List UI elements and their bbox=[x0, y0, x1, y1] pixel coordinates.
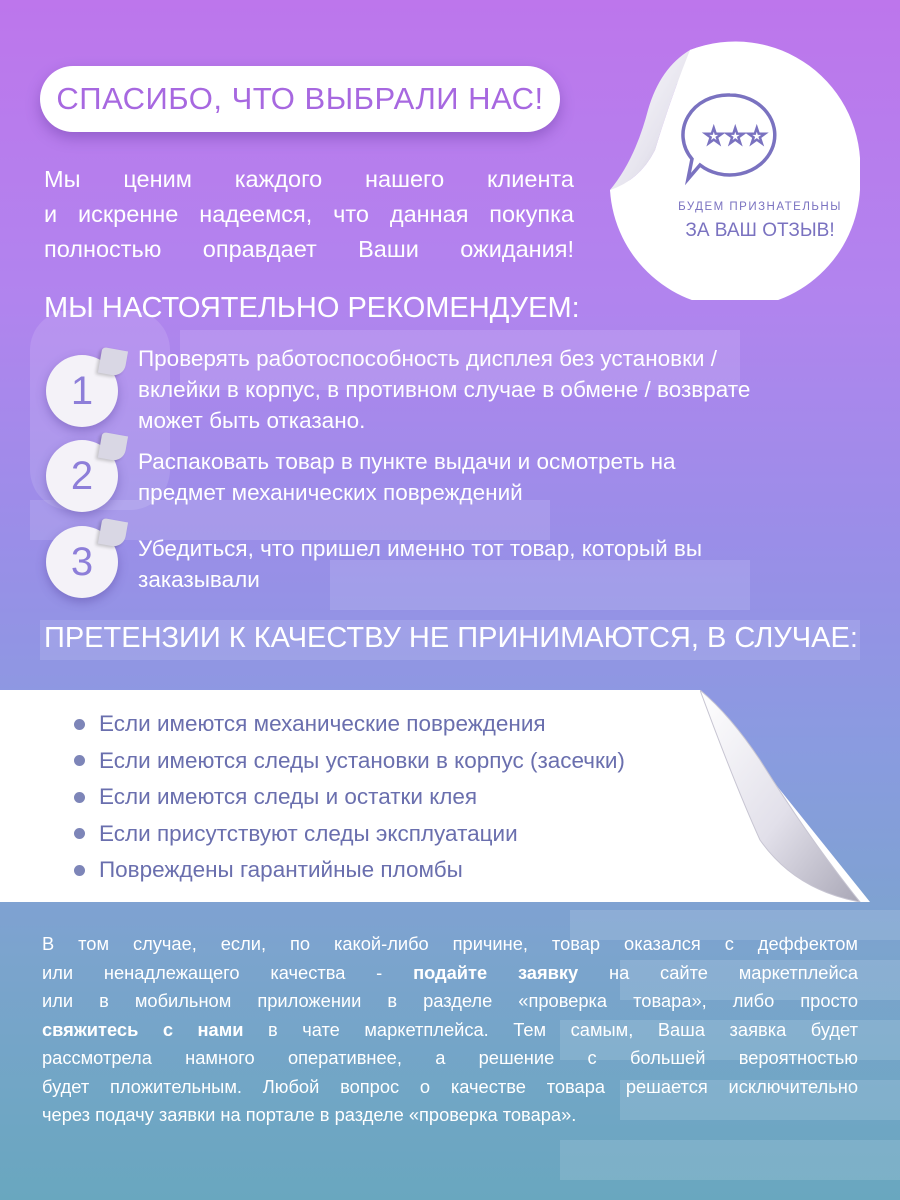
intro-line: полностью оправдает Ваши ожидания! bbox=[44, 236, 574, 262]
claims-heading: ПРЕТЕНЗИИ К КАЧЕСТВУ НЕ ПРИНИМАЮТСЯ, В СЛУЧАЕ: bbox=[44, 622, 858, 654]
badge-line2: ЗА ВАШ ОТЗЫВ! bbox=[685, 220, 835, 241]
page-curl bbox=[700, 690, 870, 902]
footer-paragraph: В том случае, если, по какой-либо причине, товар оказался с деффектом или ненадлежащего качества - подайте заявку на сайте маркетплейса или в мобильном приложении в разделе «проверка товара», либо просто свяжитесь с нами в чате маркетплейса. Тем самым, Ваша заявка будет рассмотрела намного оперативнее, а решение с большей вероятностью будет пложительным. Любой вопрос о качестве товара решается исключительно через подачу заявки на портале в разделе «проверка товара». bbox=[42, 933, 858, 1125]
intro-text bbox=[44, 162, 574, 267]
list-item: Повреждены гарантийные пломбы bbox=[74, 852, 625, 889]
review-badge bbox=[600, 40, 860, 300]
list-item: Если присутствуют следы эксплуатации bbox=[74, 816, 625, 853]
recommend-heading: МЫ НАСТОЯТЕЛЬНО РЕКОМЕНДУЕМ: bbox=[44, 292, 580, 324]
step-number-3: 3 bbox=[46, 526, 118, 598]
step-text-2: Распаковать товар в пункте выдачи и осмотреть на предмет механических повреждений bbox=[138, 449, 676, 505]
badge-line1: БУДЕМ ПРИЗНАТЕЛЬНЫ bbox=[678, 201, 842, 213]
intro-line: Мы ценим каждого нашего клиента bbox=[44, 166, 574, 192]
step-text-3: Убедиться, что пришел именно тот товар, который вы заказывали bbox=[138, 536, 703, 592]
step-text-1: Проверять работоспособность дисплея без установки / вклейки в корпус, в противном случае в обмене / возврате может быть отказано. bbox=[138, 346, 751, 433]
list-item: Если имеются следы и остатки клея bbox=[74, 779, 625, 816]
step-number-2: 2 bbox=[46, 440, 118, 512]
page-title: СПАСИБО, ЧТО ВЫБРАЛИ НАС! bbox=[56, 81, 544, 116]
list-item: Если имеются механические повреждения bbox=[74, 706, 625, 743]
background-shape bbox=[560, 1140, 900, 1180]
claims-list bbox=[74, 706, 625, 889]
step-number-1: 1 bbox=[46, 355, 118, 427]
intro-line: и искренне надеемся, что данная покупка bbox=[44, 201, 574, 227]
svg-text:☆☆☆: ☆☆☆ bbox=[703, 122, 768, 150]
list-item: Если имеются следы установки в корпус (засечки) bbox=[74, 743, 625, 780]
title-banner bbox=[40, 66, 560, 132]
